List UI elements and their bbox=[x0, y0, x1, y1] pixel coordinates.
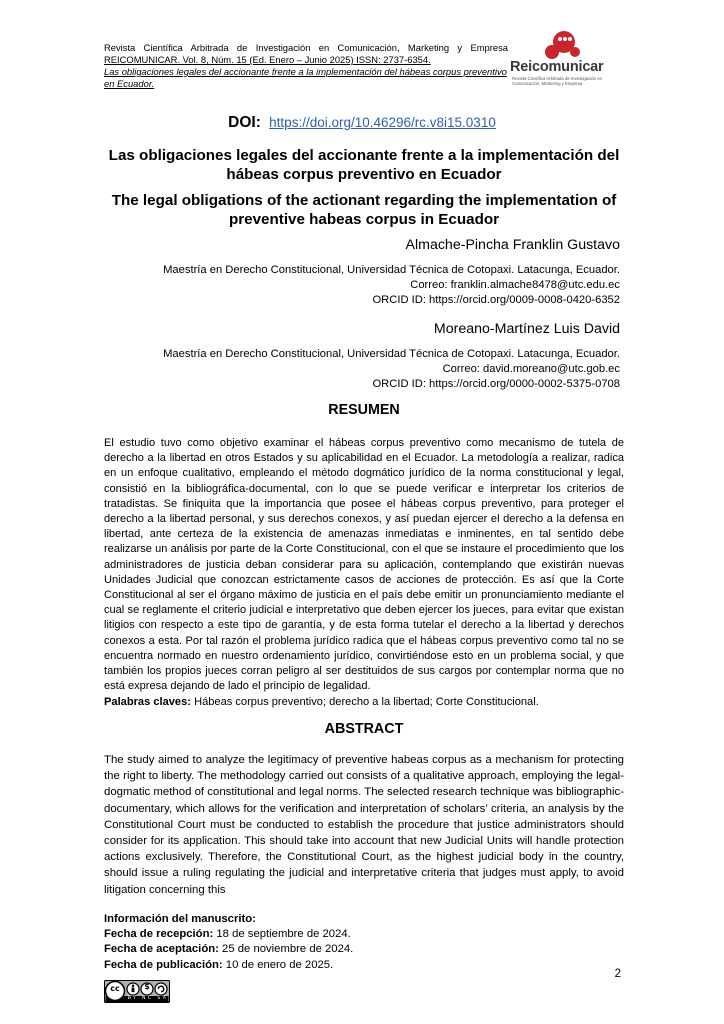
cc-dollar-glyph: $ bbox=[144, 982, 150, 991]
running-title: Las obligaciones legales del accionante frente a la implementación del hábeas corpus preventivo en Ecuador. bbox=[104, 66, 507, 89]
accepted-date: 25 de noviembre de 2024. bbox=[222, 943, 354, 956]
accepted-label: Fecha de aceptación: bbox=[104, 943, 219, 956]
published-label: Fecha de publicación: bbox=[104, 958, 223, 971]
doi-label: DOI: bbox=[228, 114, 261, 131]
abstract-heading: ABSTRACT bbox=[324, 721, 404, 737]
author-orcid[interactable]: ORCID ID: https://orcid.org/0000-0002-5375-0708 bbox=[372, 378, 620, 390]
logo-wordmark: Reicomunicar bbox=[510, 59, 604, 75]
manuscript-info bbox=[104, 912, 353, 973]
resumen-text: El estudio tuvo como objetivo examinar el hábeas corpus preventivo como mecanismo de tutela de derecho a la libertad en otros Estados y su aplicabilidad en el Ecuador. La metodología a realizar, radica en un enfoque cualitativo, empleando el método dogmático jurídico de la norma constitucional y legal, consistió en la bibliográfica-documental, con lo que se puede verificar e interpretar los criterios de tratadistas. Se finiquita que la importancia que posee el hábeas corpus preventivo, para proteger el derecho a la libertad personal, y sus derechos conexos, y así puedan ejercer el derecho a la defensa en libertad, ante certeza de la existencia de amenazas inmediatas e inminentes, en tal sentido debe realizarse un análisis por parte de la Corte Constitucional, con el que se instaure el procedimiento que los administradores de justicia deban considerar para su aplicación, contemplando que existirán nuevas Unidades Judicial que conozcan estrictamente casos de acciones de protección. Es así que la Corte Constitucional al ser el órgano máximo de justicia en el país debe emitir un pronunciamiento mediante el cual se reglamente el criterio judicial e interpretativo que deben ejercer los jueces, para evitar que existan litigios con respecto a este tipo de garantía, y de esta forma tutelar el derecho a la libertad y derechos conexos a esta. Por tal razón el problema jurídico radica que el hábeas corpus preventivo como tal no se encuentra normado en nuestro ordenamiento jurídico, convirtiéndose esto en un problema social, y que también los propios jueces corran peligro al ser destituidos de sus cargos por contemplar norma que no está expresa dejando de lado el principio de legalidad. bbox=[104, 437, 624, 693]
page-number: 2 bbox=[614, 968, 621, 980]
doi-link[interactable]: https://doi.org/10.46296/rc.v8i15.0310 bbox=[269, 115, 496, 130]
doi-line bbox=[0, 114, 724, 132]
keywords-text: Hábeas corpus preventivo; derecho a la libertad; Corte Constitucional. bbox=[194, 696, 539, 708]
manuscript-heading: Información del manuscrito: bbox=[104, 913, 256, 925]
author-name: Almache-Pincha Franklin Gustavo bbox=[405, 237, 620, 253]
abstract-text: The study aimed to analyze the legitimacy of preventive habeas corpus as a mechanism for protecting the right to liberty. The methodology carried out consists of a qualitative approach, employing the legal-dogmatic method of constitutional and legal norms. The selected research technique was bibliographic-documentary, which allows for the verification and interpretation of scholars’ criteria, an analysis by the Constitutional Court must be conducted to establish the procedure that justice administrators should consider for its application. This should take into account that new Judicial Units will handle protection actions exclusively. Therefore, the Constitutional Court, as the highest judicial body in the country, should issue a ruling regulating the judicial and interpretative criteria that judges must apply, to avoid litigation concerning this bbox=[104, 754, 624, 896]
keywords bbox=[104, 696, 624, 708]
cc-license-badge[interactable] bbox=[104, 980, 170, 1003]
resumen-heading: RESUMEN bbox=[328, 402, 400, 418]
title-spanish: Las obligaciones legales del accionante frente a la implementación del hábeas corpus preventivo en Ecuador bbox=[108, 147, 620, 183]
author-name: Moreano-Martínez Luis David bbox=[433, 321, 620, 337]
journal-logo bbox=[508, 28, 624, 92]
journal-issue: REICOMUNICAR. Vol. 8, Núm. 15 (Ed. Enero – Junio 2025) ISSN: 2737-6354. bbox=[104, 54, 431, 65]
author-affiliation: Maestría en Derecho Constitucional, Universidad Técnica de Cotopaxi. Latacunga, Ecuador. bbox=[163, 348, 620, 360]
keywords-label: Palabras claves: bbox=[104, 696, 191, 708]
author-email[interactable]: Correo: david.moreano@utc.gob.ec bbox=[442, 363, 620, 375]
author-affiliation: Maestría en Derecho Constitucional, Universidad Técnica de Cotopaxi. Latacunga, Ecuador. bbox=[163, 264, 620, 276]
author-email[interactable]: Correo: franklin.almache8478@utc.edu.ec bbox=[410, 279, 620, 291]
logo-tagline: Revista Científica Arbitrada de Investigación en Comunicación, Marketing y Empresa bbox=[512, 76, 603, 86]
author-orcid[interactable]: ORCID ID: https://orcid.org/0009-0008-0420-6352 bbox=[372, 294, 620, 306]
received-label: Fecha de recepción: bbox=[104, 928, 214, 941]
journal-name: Revista Científica Arbitrada de Investigación en Comunicación, Marketing y Empresa bbox=[104, 42, 508, 53]
published-date: 10 de enero de 2025. bbox=[225, 958, 334, 971]
received-date: 18 de septiembre de 2024. bbox=[216, 928, 351, 941]
journal-header bbox=[104, 42, 508, 90]
author-affiliation-block bbox=[100, 263, 620, 308]
title-english: The legal obligations of the actionant regarding the implementation of preventive habeas corpus in Ecuador bbox=[111, 192, 617, 228]
cc-badge-text: cc bbox=[110, 984, 120, 993]
cc-license-terms: BY NC SA bbox=[127, 996, 169, 1001]
author-affiliation-block bbox=[100, 347, 620, 392]
